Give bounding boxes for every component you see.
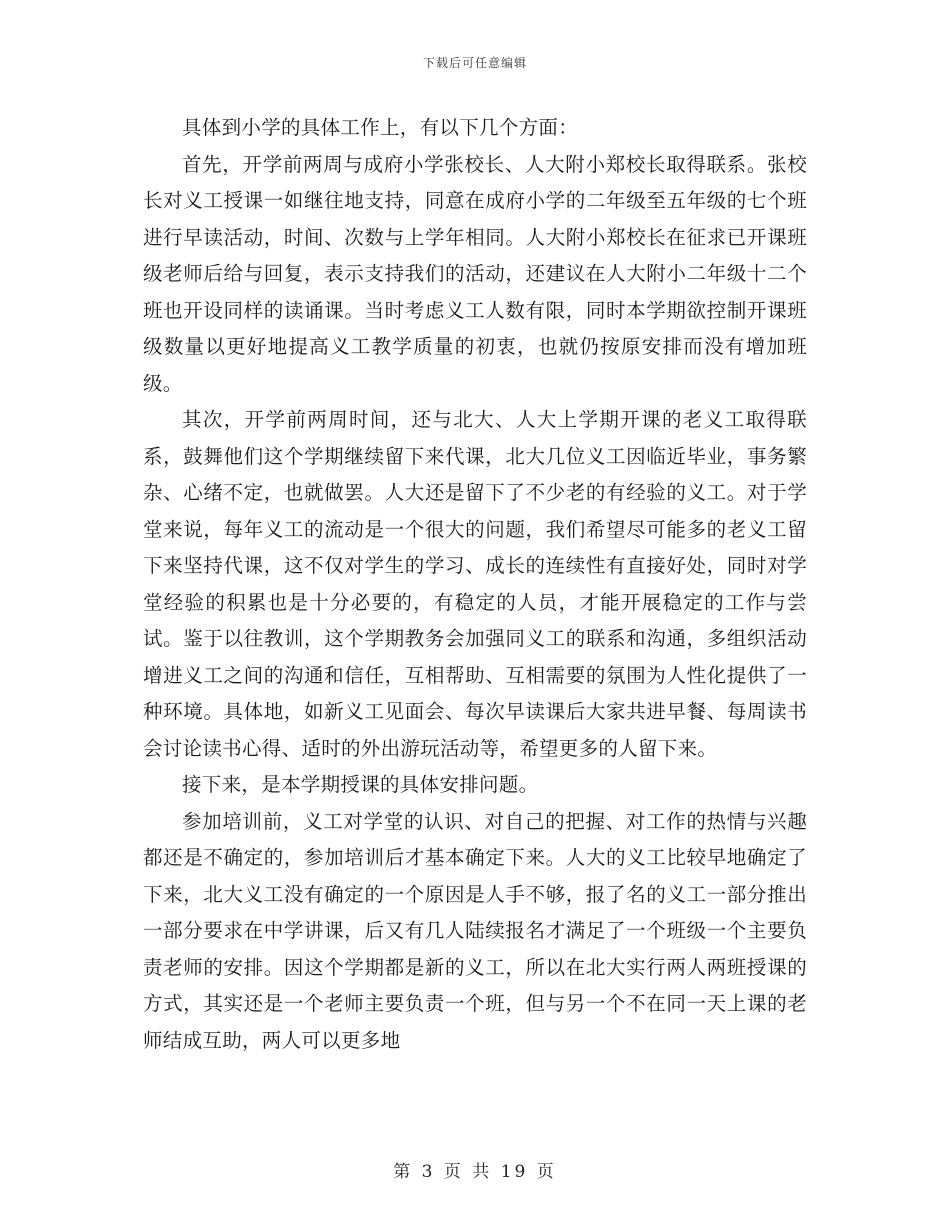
document-body [143, 110, 807, 1059]
paragraph-next: 接下来，是本学期授课的具体安排问题。 [182, 773, 539, 796]
paragraph-second: 其次，开学前两周时间，还与北大、人大上学期开课的老义工取得联系，鼓舞他们这个学期继续留下来代课，北大几位义工因临近毕业，事务繁杂、心绪不定，也就做罢。人大还是留下了不少老的有经验的义工。对于学堂来说，每年义工的流动是一个很大的问题，我们希望尽可能多的老义工留下来坚持代课，这不仅对学生的学习、成长的连续性有直接好处，同时对学堂经验的积累也是十分必要的，有稳定的人员，才能开展稳定的工作与尝试。鉴于以往教训，这个学期教务会加强同义工的联系和沟通，多组织活动增进义工之间的沟通和信任，互相帮助、互相需要的氛围为人性化提供了一种环境。具体地，如新义工见面会、每次早读课后大家共进早餐、每周读书会讨论读书心得、适时的外出游玩活动等，希望更多的人留下来。 [143, 408, 807, 760]
page-footer: 第 3 页 共 19 页 [393, 1162, 557, 1182]
paragraph-intro: 具体到小学的具体工作上，有以下几个方面： [182, 116, 579, 139]
paragraph-training: 参加培训前，义工对学堂的认识、对自己的把握、对工作的热情与兴趣都还是不确定的，参加培训后才基本确定下来。人大的义工比较早地确定了下来，北大义工没有确定的一个原因是人手不够，报了名的义工一部分推出一部分要求在中学讲课，后又有几人陆续报名才满足了一个班级一个主要负责老师的安排。因这个学期都是新的义工，所以在北大实行两人两班授课的方式，其实还是一个老师主要负责一个班，但与另一个不在同一天上课的老师结成互助，两人可以更多地 [143, 809, 807, 1052]
paragraph-first: 首先，开学前两周与成府小学张校长、人大附小郑校长取得联系。张校长对义工授课一如继往地支持，同意在成府小学的二年级至五年级的七个班进行早读活动，时间、次数与上学年相同。人大附小郑校长在征求已开课班级老师后给与回复，表示支持我们的活动，还建议在人大附小二年级十二个班也开设同样的读诵课。当时考虑义工人数有限，同时本学期欲控制开课班级数量以更好地提高义工教学质量的初衷，也就仍按原安排而没有增加班级。 [143, 152, 807, 395]
page-header: 下载后可任意编辑 [422, 56, 527, 70]
